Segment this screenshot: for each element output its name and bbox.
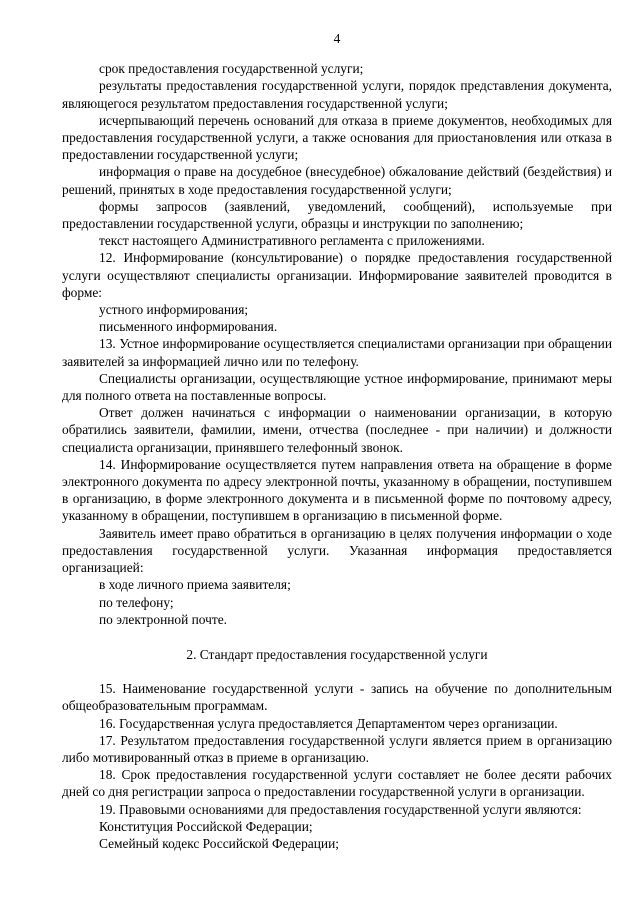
paragraph-17: 17. Результатом предоставления государственной услуги является прием в организацию либо мотивированный отказ в приеме в организацию. xyxy=(62,732,612,765)
paragraph: устного информирования; xyxy=(99,302,249,318)
section-1-body xyxy=(62,60,612,628)
paragraph: письменного информирования. xyxy=(99,319,278,335)
section-title: 2. Стандарт предоставления государственной услуги xyxy=(186,646,488,662)
paragraph: Заявитель имеет право обратиться в организацию в целях получения информации о ходе предоставления государственной услуги. Указанная информация предоставляется организацией: xyxy=(62,525,612,576)
paragraph: Специалисты организации, осуществляющие устное информирование, принимают меры для полного ответа на поставленные вопросы. xyxy=(62,370,612,404)
list-item: Семейный кодекс Российской Федерации; xyxy=(99,835,339,851)
paragraph: результаты предоставления государственной услуги, порядок представления документа, являющегося результатом предоставления государственной услуги; xyxy=(62,78,612,111)
paragraph-13: 13. Устное информирование осуществляется специалистами организации при обращении заявителей за информацией лично или по телефону. xyxy=(62,336,612,369)
page-number: 4 xyxy=(333,31,341,46)
paragraph-16: 16. Государственная услуга предоставляется Департаментом через организации. xyxy=(99,715,558,731)
paragraph-19: 19. Правовыми основаниями для предоставления государственной услуги являются: xyxy=(99,801,582,817)
paragraph: исчерпывающий перечень оснований для отказа в приеме документов, необходимых для предоставления государственной услуги, а также основания для приостановления или отказа в предоставлении государственной услуги; xyxy=(62,112,612,163)
list-item: по электронной почте. xyxy=(99,611,228,627)
section-2-body xyxy=(62,680,612,852)
paragraph-12: 12. Информирование (консультирование) о порядке предоставления государственной услуги осуществляют специалисты организации. Информирование заявителей проводится в форме: xyxy=(62,250,612,300)
paragraph-15: 15. Наименование государственной услуги - запись на обучение по дополнительным общеобразовательным программам. xyxy=(62,681,612,714)
list-item: Конституция Российской Федерации; xyxy=(99,818,313,834)
list-item: в ходе личного приема заявителя; xyxy=(99,577,291,593)
paragraph-18: 18. Срок предоставления государственной услуги составляет не более десяти рабочих дней со дня регистрации запроса о предоставлении государственной услуги в организации. xyxy=(62,767,612,800)
paragraph: Ответ должен начинаться с информации о наименовании организации, в которую обратились заявители, фамилии, имени, отчества (последнее - при наличии) и должности специалиста организации, принявшего телефонный звонок. xyxy=(62,405,612,455)
paragraph: формы запросов (заявлений, уведомлений, сообщений), используемые при предоставлении государственной услуги, образцы и инструкции по заполнению; xyxy=(62,198,612,232)
paragraph: информация о праве на досудебное (внесудебное) обжалование действий (бездействия) и решений, принятых в ходе предоставления государственной услуги; xyxy=(62,164,612,197)
list-item: по телефону; xyxy=(99,594,174,610)
paragraph-14: 14. Информирование осуществляется путем направления ответа на обращение в форме электронного документа по адресу электронной почты, указанному в обращении, поступившем в организацию, в форме электронного документа и в письменной форме по почтовому адресу, указанному в обращении, поступившем в организацию в письменной форме. xyxy=(62,456,612,524)
paragraph: срок предоставления государственной услуги; xyxy=(99,61,364,77)
paragraph: текст настоящего Административного регламента с приложениями. xyxy=(99,233,485,249)
